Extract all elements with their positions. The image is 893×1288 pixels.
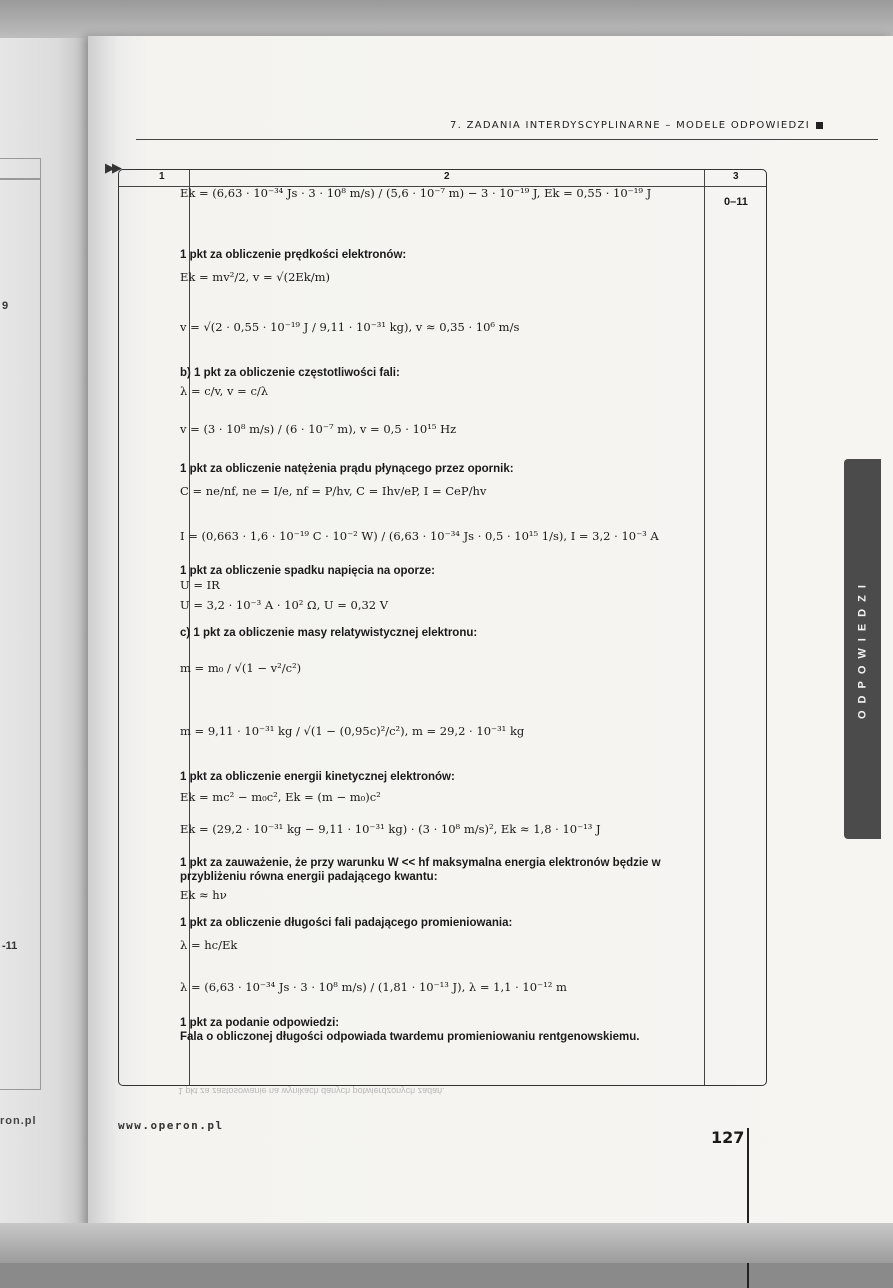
equation-line: Ek = mc² − m₀c², Ek = (m − m₀)c²: [180, 790, 381, 804]
scoring-heading: 1 pkt za zauważenie, że przy warunku W << hf maksymalna energia elektronów będzie w przybliżeniu równa energii padającego kwantu:: [180, 857, 661, 884]
left-page-table: [0, 178, 41, 1090]
equation-line: v = (3 · 10⁸ m/s) / (6 · 10⁻⁷ m), v = 0,5 · 10¹⁵ Hz: [180, 422, 457, 436]
column-header-2: 2: [444, 171, 450, 182]
equation-line: Ek = (6,63 · 10⁻³⁴ Js · 3 · 10⁸ m/s) / (5,6 · 10⁻⁷ m) − 3 · 10⁻¹⁹ J, Ek = 0,55 · 10⁻¹⁹ J: [180, 186, 652, 200]
equation-line: Ek = mv²/2, v = √(2Ek/m): [180, 270, 331, 284]
scoring-heading: c) 1 pkt za obliczenie masy relatywistycznej elektronu:: [180, 627, 478, 639]
equation-line: Ek = (29,2 · 10⁻³¹ kg − 9,11 · 10⁻³¹ kg) · (3 · 10⁸ m/s)², Ek ≈ 1,8 · 10⁻¹³ J: [180, 822, 601, 836]
equation-line: U = 3,2 · 10⁻³ A · 10² Ω, U = 0,32 V: [180, 598, 389, 612]
bleed-through-text: 1 pkt za zastosowanie na wynikach danych potwierdzonych zadań.: [178, 1086, 445, 1096]
answer-line: Fala o obliczonej długości odpowiada twardemu promieniowaniu rentgenowskiemu.: [180, 1031, 640, 1043]
side-tab: [844, 459, 881, 839]
equation-line: m = 9,11 · 10⁻³¹ kg / √(1 − (0,95c)²/c²), m = 29,2 · 10⁻³¹ kg: [180, 724, 525, 738]
scan-top-edge: [0, 0, 893, 38]
page-header-title: 7. ZADANIA INTERDYSCYPLINARNE – MODELE ODPOWIEDZI: [450, 120, 810, 131]
scoring-heading: 1 pkt za obliczenie natężenia prądu płynącego przez opornik:: [180, 463, 514, 475]
page-header: [450, 120, 823, 131]
page-number: 127: [711, 1128, 745, 1147]
double-arrow-icon: ▶▶: [105, 160, 119, 175]
left-page-table-row: [0, 158, 41, 180]
header-square-icon: [816, 122, 823, 129]
equation-line: U = IR: [180, 578, 220, 592]
equation-line: λ = c/v, v = c/λ: [180, 384, 269, 398]
equation-line: C = ne/nf, ne = I/e, nf = P/hv, C = Ihv/eP, I = CeP/hv: [180, 484, 487, 498]
column-header-1: 1: [159, 171, 165, 182]
side-tab-label: ODPOWIEDZI: [856, 578, 869, 720]
equation-line: Ek ≈ hν: [180, 888, 227, 902]
footer-website: www.operon.pl: [118, 1119, 224, 1132]
scoring-heading: b) 1 pkt za obliczenie częstotliwości fali:: [180, 367, 400, 379]
scoring-heading: 1 pkt za obliczenie spadku napięcia na oporze:: [180, 565, 435, 577]
column-header-3: 3: [733, 171, 739, 182]
page-number-rule: [747, 1128, 749, 1288]
scan-bottom-edge: [0, 1223, 893, 1263]
equation-line: λ = (6,63 · 10⁻³⁴ Js · 3 · 10⁸ m/s) / (1,81 · 10⁻¹³ J), λ = 1,1 · 10⁻¹² m: [180, 980, 567, 994]
equation-line: m = m₀ / √(1 − v²/c²): [180, 661, 302, 675]
score-range: 0–11: [724, 196, 748, 208]
book-page: [88, 36, 893, 1228]
scoring-heading: 1 pkt za obliczenie prędkości elektronów:: [180, 249, 407, 261]
scoring-heading: 1 pkt za podanie odpowiedzi:: [180, 1017, 340, 1029]
left-page-number: -11: [2, 940, 18, 952]
equation-line: λ = hc/Ek: [180, 938, 238, 952]
scoring-heading: 1 pkt za obliczenie długości fali padającego promieniowania:: [180, 917, 513, 929]
left-page-number: 9: [2, 300, 9, 312]
equation-line: I = (0,663 · 1,6 · 10⁻¹⁹ C · 10⁻² W) / (6,63 · 10⁻³⁴ Js · 0,5 · 10¹⁵ 1/s), I = 3,2 · 10⁻³ A: [180, 529, 659, 543]
left-page-edge: [0, 38, 96, 1228]
scoring-heading: 1 pkt za obliczenie energii kinetycznej elektronów:: [180, 771, 455, 783]
equation-line: v = √(2 · 0,55 · 10⁻¹⁹ J / 9,11 · 10⁻³¹ kg), v ≈ 0,35 · 10⁶ m/s: [180, 320, 520, 334]
left-page-url: ron.pl: [0, 1115, 37, 1127]
header-rule: [136, 139, 878, 140]
table-divider: [704, 170, 705, 1085]
